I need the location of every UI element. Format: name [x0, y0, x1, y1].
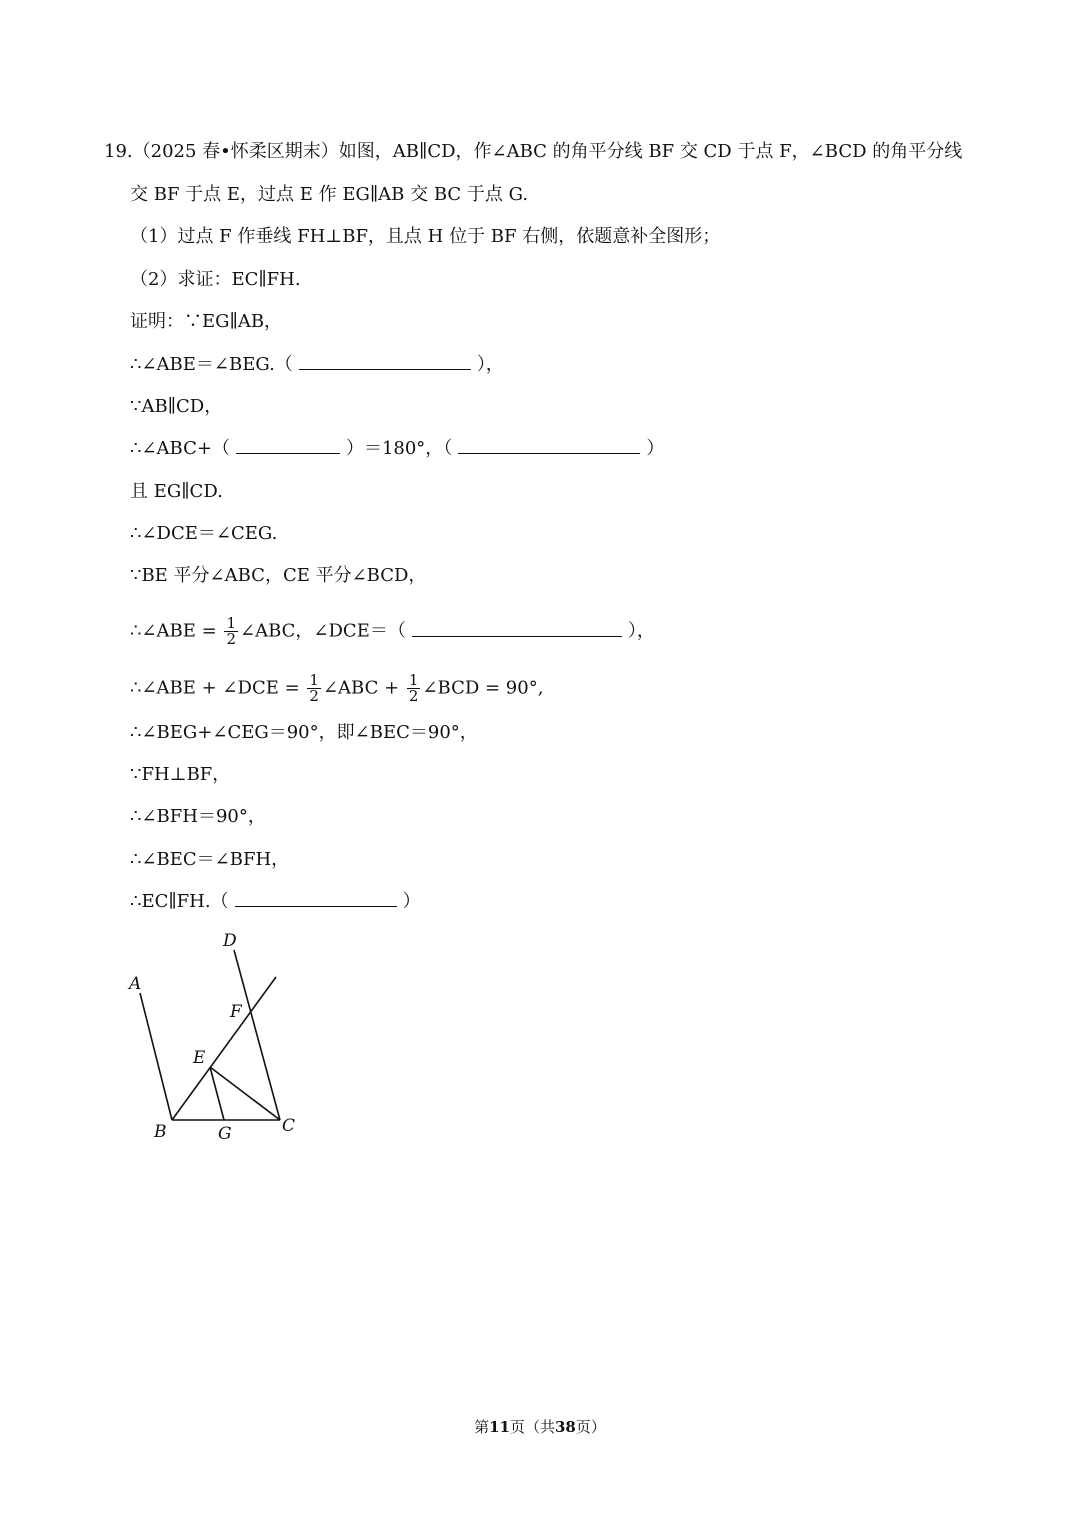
fraction-half [307, 673, 321, 704]
segment-cd [234, 950, 280, 1120]
proof-line-8 [130, 616, 655, 647]
proof-text: ∴∠ABE + ∠DCE = [130, 677, 300, 699]
geometry-figure [120, 925, 320, 1145]
label-a: A [129, 974, 142, 994]
proof-text: ∴∠ABE＝∠BEG.（ [130, 354, 293, 375]
proof-line-4 [130, 437, 664, 461]
current-page: 11 [489, 1418, 510, 1436]
total-pages: 38 [555, 1418, 576, 1436]
proof-line-5: 且 EG∥CD. [130, 481, 223, 502]
fraction-numerator: 1 [408, 671, 419, 689]
segment-eg [210, 1067, 224, 1120]
footer-text: 第 [474, 1418, 490, 1436]
answer-blank-1[interactable] [299, 353, 471, 370]
fraction-numerator: 1 [226, 614, 236, 632]
label-b: B [154, 1122, 167, 1142]
proof-line-14 [130, 890, 421, 914]
proof-line-10: ∴∠BEG+∠CEG＝90°，即∠BEC＝90°， [130, 722, 478, 743]
answer-blank-3[interactable] [458, 437, 640, 454]
segment-ab [140, 993, 172, 1120]
answer-blank-5[interactable] [235, 890, 397, 907]
fraction-denominator: 2 [408, 687, 419, 705]
fraction-denominator: 2 [309, 687, 319, 705]
label-f: F [230, 1002, 242, 1022]
segment-ec [210, 1067, 280, 1120]
proof-text: ） [646, 438, 665, 459]
part-2: （2）求证：EC∥FH. [130, 269, 301, 290]
answer-blank-4[interactable] [412, 620, 622, 637]
proof-line-13: ∴∠BEC＝∠BFH， [130, 849, 290, 870]
proof-text: ∠BCD = 90°, [422, 677, 544, 699]
proof-line-1: 证明：∵EG∥AB， [130, 311, 283, 332]
proof-text: ∴∠ABC+（ [130, 438, 230, 459]
proof-line-11: ∵FH⊥BF， [130, 764, 231, 785]
problem-line-2: 交 BF 于点 E，过点 E 作 EG∥AB 交 BC 于点 G. [130, 184, 529, 205]
fraction-half [407, 673, 421, 704]
part-1: （1）过点 F 作垂线 FH⊥BF，且点 H 位于 BF 右侧，依题意补全图形； [130, 226, 721, 247]
proof-text: ）， [627, 620, 655, 642]
proof-line-12: ∴∠BFH＝90°， [130, 806, 266, 827]
answer-blank-2[interactable] [236, 437, 340, 454]
label-c: C [282, 1116, 296, 1136]
proof-line-3: ∵AB∥CD， [130, 396, 223, 417]
page-footer [0, 1416, 1080, 1437]
proof-text: ） [402, 891, 421, 912]
footer-text: 页） [575, 1418, 606, 1436]
fraction-half [224, 616, 238, 647]
proof-text: ∠ABC，∠DCE＝（ [240, 620, 406, 642]
proof-line-6: ∴∠DCE＝∠CEG. [130, 523, 278, 544]
label-d: D [223, 931, 237, 951]
proof-text: ∠ABC + [322, 677, 400, 699]
label-e: E [193, 1048, 206, 1068]
proof-text: ）＝180°，（ [345, 438, 453, 459]
label-g: G [218, 1124, 232, 1144]
fraction-numerator: 1 [309, 671, 319, 689]
proof-text: ∴∠ABE = [130, 620, 217, 642]
problem-line-1: 19.（2025 春•怀柔区期末）如图，AB∥CD，作∠ABC 的角平分线 BF 交 CD 于点 F，∠BCD 的角平分线 [104, 141, 963, 162]
proof-line-9 [130, 673, 543, 704]
proof-text: ）， [476, 354, 504, 375]
footer-text: 页（共 [509, 1418, 555, 1436]
fraction-denominator: 2 [226, 630, 236, 648]
proof-line-7: ∵BE 平分∠ABC，CE 平分∠BCD， [130, 565, 427, 586]
proof-line-2 [130, 353, 504, 377]
proof-text: ∴EC∥FH.（ [130, 891, 229, 912]
